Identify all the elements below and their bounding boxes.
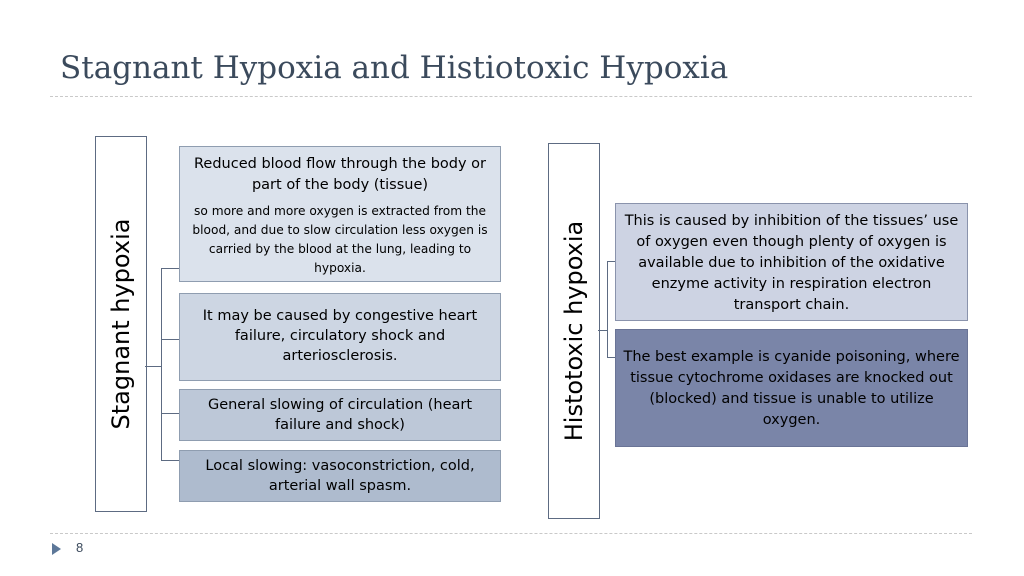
title-divider (50, 96, 972, 97)
histotoxic-connector-branch-1 (607, 261, 615, 262)
page-number: 8 (76, 540, 84, 555)
histotoxic-hypoxia-label-box (548, 143, 600, 519)
stagnant-connector-branch-4 (161, 460, 179, 461)
stagnant-hypoxia-label: Stagnant hypoxia (107, 218, 135, 430)
stagnant-hypoxia-label-box (95, 136, 147, 512)
stagnant-connector-stem (145, 366, 161, 367)
stagnant-cause-box (179, 146, 501, 282)
slide-bullet-icon (52, 543, 61, 555)
histotoxic-connector-branch-2 (607, 357, 615, 358)
histotoxic-hypoxia-label: Histotoxic hypoxia (560, 220, 588, 442)
stagnant-causes-box: It may be caused by congestive heart failure, circulatory shock and arteriosclerosis. (179, 293, 501, 381)
stagnant-connector-branch-3 (161, 413, 179, 414)
histotoxic-connector-spine (607, 261, 608, 358)
histotoxic-example-box: The best example is cyanide poisoning, where tissue cytochrome oxidases are knocked out (blocked) and tissue is unable to utilize oxygen. (615, 329, 968, 447)
stagnant-cause-heading: Reduced blood flow through the body or part of the body (tissue) (194, 156, 486, 193)
footer-divider (50, 533, 972, 534)
page-title: Stagnant Hypoxia and Histiotoxic Hypoxia (60, 50, 729, 86)
stagnant-connector-spine (161, 268, 162, 461)
histotoxic-cause-box: This is caused by inhibition of the tissues’ use of oxygen even though plenty of oxygen is available due to inhibition of the oxidative enzyme activity in respiration electron transport chain. (615, 203, 968, 321)
stagnant-connector-branch-1 (161, 268, 179, 269)
stagnant-local-slowing-box: Local slowing: vasoconstriction, cold, arterial wall spasm. (179, 450, 501, 502)
stagnant-connector-branch-2 (161, 339, 179, 340)
stagnant-cause-detail: so more and more oxygen is extracted from the blood, and due to slow circulation less oxygen is carried by the blood at the lung, leading to hypoxia. (192, 204, 488, 275)
stagnant-general-slowing-box: General slowing of circulation (heart failure and shock) (179, 389, 501, 441)
